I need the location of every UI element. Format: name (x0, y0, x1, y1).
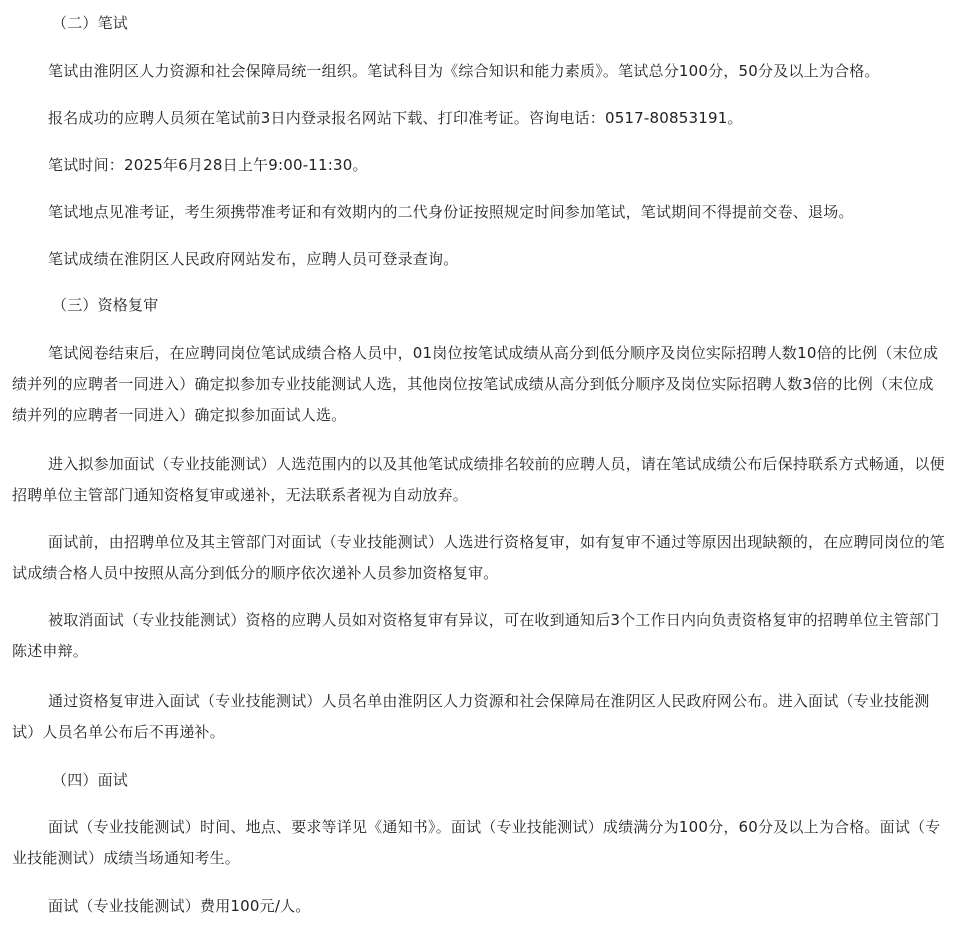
paragraph: 笔试地点见准考证，考生须携带准考证和有效期内的二代身份证按照规定时间参加笔试，笔试期间不得提前交卷、退场。 (48, 203, 854, 221)
section-heading-qualification-review: （三）资格复审 (52, 296, 159, 314)
paragraph: 面试（专业技能测试）费用100元/人。 (48, 897, 311, 915)
paragraph: 报名成功的应聘人员须在笔试前3日内登录报名网站下载、打印准考证。咨询电话：0517-80853191。 (48, 109, 743, 127)
paragraph: 被取消面试（专业技能测试）资格的应聘人员如对资格复审有异议，可在收到通知后3个工作日内向负责资格复审的招聘单位主管部门陈述申辩。 (12, 611, 940, 660)
section-heading-written-exam: （二）笔试 (52, 14, 129, 32)
paragraph: 笔试阅卷结束后，在应聘同岗位笔试成绩合格人员中，01岗位按笔试成绩从高分到低分顺序及岗位实际招聘人数10倍的比例（末位成绩并列的应聘者一同进入）确定拟参加专业技能测试人选，其他岗位按笔试成绩从高分到低分顺序及岗位实际招聘人数3倍的比例（末位成绩并列的应聘者一同进入）确定拟参加面试人选。 (12, 344, 939, 424)
paragraph: 进入拟参加面试（专业技能测试）人选范围内的以及其他笔试成绩排名较前的应聘人员，请在笔试成绩公布后保持联系方式畅通，以便招聘单位主管部门通知资格复审或递补，无法联系者视为自动放弃。 (12, 455, 945, 504)
paragraph: 笔试由淮阴区人力资源和社会保障局统一组织。笔试科目为《综合知识和能力素质》。笔试总分100分，50分及以上为合格。 (48, 62, 880, 80)
paragraph: 通过资格复审进入面试（专业技能测试）人员名单由淮阴区人力资源和社会保障局在淮阴区人民政府网公布。进入面试（专业技能测试）人员名单公布后不再递补。 (12, 692, 930, 741)
paragraph: 面试（专业技能测试）时间、地点、要求等详见《通知书》。面试（专业技能测试）成绩满分为100分，60分及以上为合格。面试（专业技能测试）成绩当场通知考生。 (12, 818, 941, 867)
paragraph: 笔试成绩在淮阴区人民政府网站发布，应聘人员可登录查询。 (48, 250, 459, 268)
paragraph: 笔试时间：2025年6月28日上午9:00-11:30。 (48, 156, 368, 174)
paragraph: 面试前，由招聘单位及其主管部门对面试（专业技能测试）人选进行资格复审，如有复审不通过等原因出现缺额的，在应聘同岗位的笔试成绩合格人员中按照从高分到低分的顺序依次递补人员参加资格复审。 (12, 533, 945, 582)
section-heading-interview: （四）面试 (52, 771, 129, 789)
